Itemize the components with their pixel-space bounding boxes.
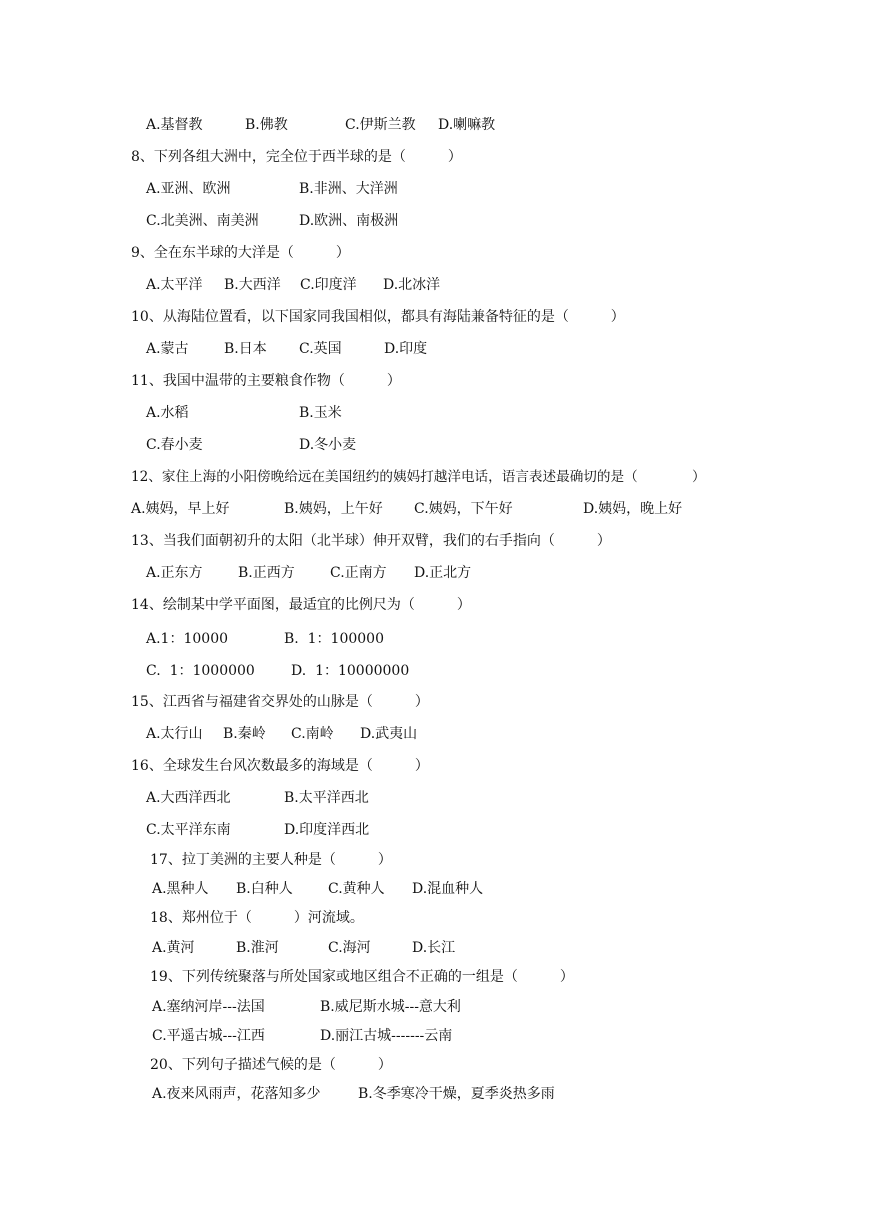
q16-option-c: C.太平洋东南 xyxy=(146,822,231,838)
q16-option-a: A.大西洋西北 xyxy=(146,790,231,806)
q18-option-c: C.海河 xyxy=(328,940,371,956)
q9-option-b: B.大西洋 xyxy=(224,277,281,293)
q15-stem: 15、江西省与福建省交界处的山脉是（ ） xyxy=(131,694,429,710)
q14-option-a: A.1：10000 xyxy=(146,631,229,647)
q8-option-d: D.欧洲、南极洲 xyxy=(299,213,399,229)
q15-option-d: D.武夷山 xyxy=(360,726,418,742)
q8-option-c: C.北美洲、南美洲 xyxy=(146,213,259,229)
q14-option-d: D. 1：10000000 xyxy=(291,663,410,679)
q16-option-d: D.印度洋西北 xyxy=(284,822,370,838)
q10-option-c: C.英国 xyxy=(299,341,342,357)
q18-stem: 18、郑州位于（ ）河流域。 xyxy=(150,910,364,926)
q12-stem: 12、家住上海的小阳傍晚给远在美国纽约的姨妈打越洋电话，语言表述最确切的是（ ） xyxy=(131,469,706,485)
q9-stem: 9、全在东半球的大洋是（ ） xyxy=(131,245,350,261)
q16-option-b: B.太平洋西北 xyxy=(284,790,369,806)
q11-stem: 11、我国中温带的主要粮食作物（ ） xyxy=(131,373,401,389)
q10-stem: 10、从海陆位置看，以下国家同我国相似，都具有海陆兼备特征的是（ ） xyxy=(131,309,625,325)
q13-option-b: B.正西方 xyxy=(238,565,295,581)
q13-option-a: A.正东方 xyxy=(146,565,203,581)
q19-option-a: A.塞纳河岸---法国 xyxy=(152,999,265,1015)
q13-option-d: D.正北方 xyxy=(414,565,472,581)
q18-option-d: D.长江 xyxy=(412,940,456,956)
q12-option-c: C.姨妈，下午好 xyxy=(414,501,513,517)
q7-option-d: D.喇嘛教 xyxy=(438,117,496,133)
q20-option-b: B.冬季寒冷干燥，夏季炎热多雨 xyxy=(358,1086,555,1102)
q12-option-b: B.姨妈，上午好 xyxy=(284,501,383,517)
q7-option-a: A.基督教 xyxy=(146,117,203,133)
q10-option-a: A.蒙古 xyxy=(146,341,189,357)
q8-stem: 8、下列各组大洲中，完全位于西半球的是（ ） xyxy=(131,149,462,165)
q18-option-b: B.淮河 xyxy=(236,940,279,956)
q11-option-d: D.冬小麦 xyxy=(299,437,357,453)
q19-stem: 19、下列传统聚落与所处国家或地区组合不正确的一组是（ ） xyxy=(150,969,574,985)
q20-option-a: A.夜来风雨声，花落知多少 xyxy=(152,1086,321,1102)
q7-option-b: B.佛教 xyxy=(245,117,288,133)
q13-option-c: C.正南方 xyxy=(330,565,387,581)
q10-option-d: D.印度 xyxy=(384,341,428,357)
q19-option-d: D.丽江古城-------云南 xyxy=(320,1028,453,1044)
q11-option-b: B.玉米 xyxy=(299,405,342,421)
q17-option-d: D.混血种人 xyxy=(412,881,484,897)
q8-option-b: B.非洲、大洋洲 xyxy=(299,181,398,197)
q12-option-d: D.姨妈，晚上好 xyxy=(583,501,683,517)
q17-option-a: A.黑种人 xyxy=(152,881,209,897)
q15-option-c: C.南岭 xyxy=(291,726,334,742)
q18-option-a: A.黄河 xyxy=(152,940,195,956)
q20-stem: 20、下列句子描述气候的是（ ） xyxy=(150,1057,392,1073)
q19-option-c: C.平遥古城---江西 xyxy=(152,1028,265,1044)
q13-stem: 13、当我们面朝初升的太阳（北半球）伸开双臂，我们的右手指向（ ） xyxy=(131,533,611,549)
q16-stem: 16、全球发生台风次数最多的海域是（ ） xyxy=(131,758,429,774)
q12-option-a: A.姨妈，早上好 xyxy=(131,501,230,517)
q14-option-c: C. 1：1000000 xyxy=(146,663,255,679)
q8-option-a: A.亚洲、欧洲 xyxy=(146,181,231,197)
q14-stem: 14、绘制某中学平面图，最适宜的比例尺为（ ） xyxy=(131,597,471,613)
q10-option-b: B.日本 xyxy=(224,341,267,357)
q17-option-c: C.黄种人 xyxy=(328,881,385,897)
q15-option-a: A.太行山 xyxy=(146,726,203,742)
q9-option-d: D.北冰洋 xyxy=(383,277,441,293)
q9-option-a: A.太平洋 xyxy=(146,277,203,293)
q19-option-b: B.威尼斯水城---意大利 xyxy=(320,999,461,1015)
q14-option-b: B. 1：100000 xyxy=(284,631,384,647)
q15-option-b: B.秦岭 xyxy=(223,726,266,742)
q11-option-c: C.春小麦 xyxy=(146,437,203,453)
q17-option-b: B.白种人 xyxy=(236,881,293,897)
q9-option-c: C.印度洋 xyxy=(300,277,357,293)
q11-option-a: A.水稻 xyxy=(146,405,189,421)
q17-stem: 17、拉丁美洲的主要人种是（ ） xyxy=(150,852,392,868)
q7-option-c: C.伊斯兰教 xyxy=(345,117,416,133)
